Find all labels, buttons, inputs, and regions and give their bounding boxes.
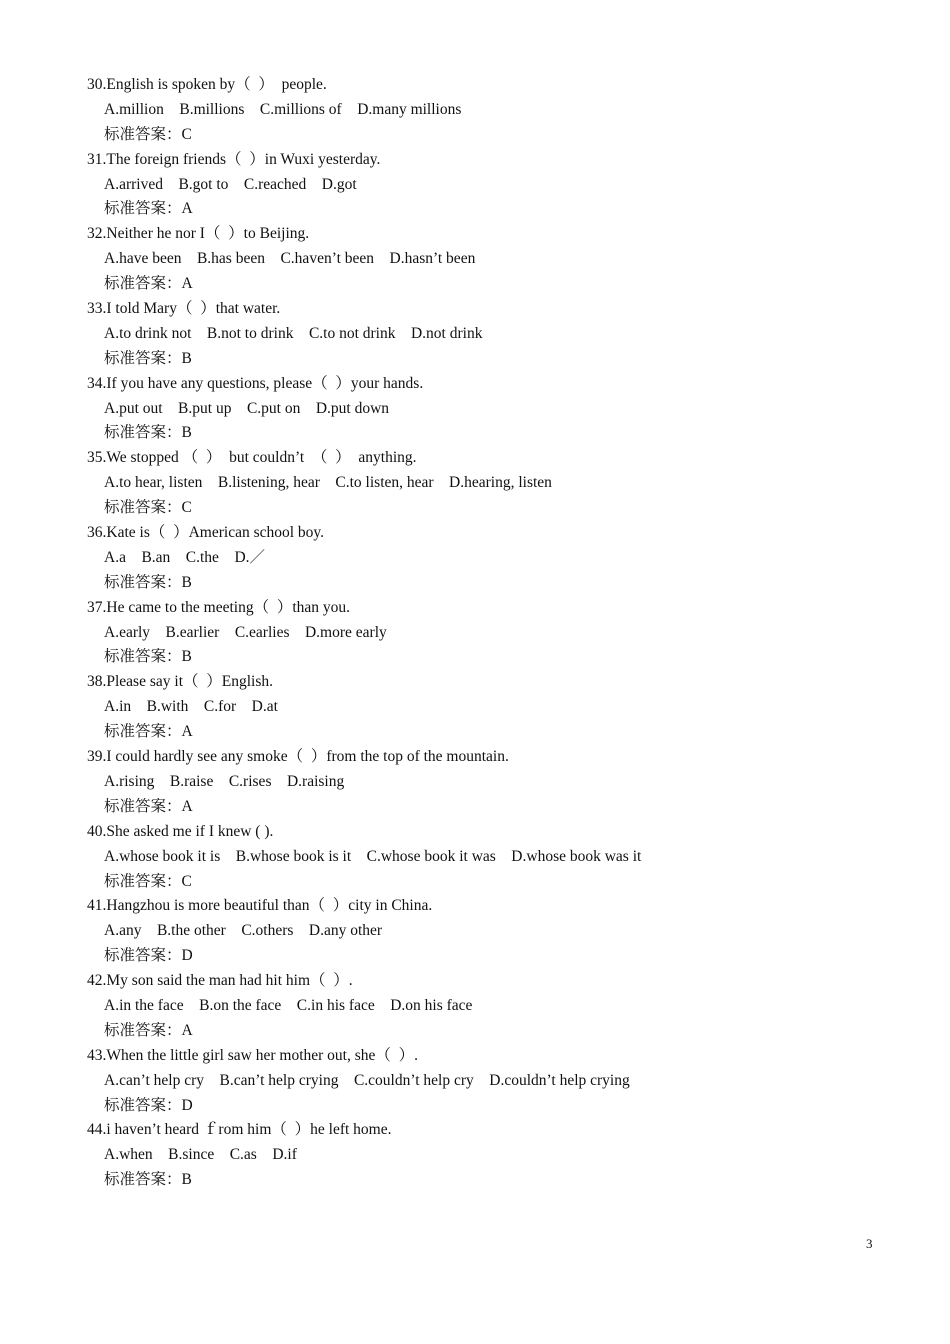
standard-answer: 标准答案：A bbox=[104, 797, 193, 815]
question-options: A.arrived B.got to C.reached D.got bbox=[104, 175, 357, 193]
standard-answer: 标准答案：A bbox=[104, 275, 193, 293]
question-38 bbox=[87, 670, 907, 745]
question-options: A.rising B.raise C.rises D.raising bbox=[104, 772, 345, 790]
page-number: 3 bbox=[866, 1236, 873, 1251]
question-list bbox=[87, 73, 907, 1193]
question-stem: 44.i haven’t heard ｆrom him（ ）he left home. bbox=[87, 1121, 392, 1139]
question-36 bbox=[87, 521, 907, 596]
standard-answer: 标准答案：A bbox=[104, 200, 193, 218]
question-options: A.early B.earlier C.earlies D.more early bbox=[104, 623, 387, 641]
question-30 bbox=[87, 73, 907, 148]
question-42 bbox=[87, 969, 907, 1044]
question-stem: 31.The foreign friends（ ）in Wuxi yesterday. bbox=[87, 150, 381, 168]
question-stem: 41.Hangzhou is more beautiful than（ ）city in China. bbox=[87, 897, 433, 915]
question-35 bbox=[87, 446, 907, 521]
question-stem: 43.When the little girl saw her mother out, she（ ）. bbox=[87, 1046, 419, 1064]
question-options: A.when B.since C.as D.if bbox=[104, 1146, 297, 1164]
question-options: A.can’t help cry B.can’t help crying C.couldn’t help cry D.couldn’t help crying bbox=[104, 1071, 630, 1089]
question-options: A.whose book it is B.whose book is it C.whose book it was D.whose book was it bbox=[104, 847, 642, 865]
question-stem: 40.She asked me if I knew ( ). bbox=[87, 822, 274, 840]
standard-answer: 标准答案：A bbox=[104, 723, 193, 741]
question-43 bbox=[87, 1044, 907, 1119]
standard-answer: 标准答案：C bbox=[104, 125, 192, 143]
question-33 bbox=[87, 297, 907, 372]
question-options: A.in B.with C.for D.at bbox=[104, 698, 278, 716]
standard-answer: 标准答案：D bbox=[104, 947, 193, 965]
question-40 bbox=[87, 820, 907, 895]
question-stem: 35.We stopped （ ） but couldn’t （ ） anything. bbox=[87, 449, 417, 467]
question-stem: 39.I could hardly see any smoke（ ）from the top of the mountain. bbox=[87, 748, 509, 766]
question-options: A.in the face B.on the face C.in his face D.on his face bbox=[104, 996, 473, 1014]
question-options: A.to hear, listen B.listening, hear C.to listen, hear D.hearing, listen bbox=[104, 474, 552, 492]
standard-answer: 标准答案：B bbox=[104, 648, 192, 666]
standard-answer: 标准答案：B bbox=[104, 424, 192, 442]
question-stem: 32.Neither he nor I（ ）to Beijing. bbox=[87, 225, 310, 243]
question-stem: 34.If you have any questions, please（ ）your hands. bbox=[87, 374, 424, 392]
standard-answer: 标准答案：B bbox=[104, 349, 192, 367]
question-options: A.million B.millions C.millions of D.many millions bbox=[104, 100, 462, 118]
question-options: A.a B.an C.the D.／ bbox=[104, 548, 266, 566]
standard-answer: 标准答案：C bbox=[104, 499, 192, 517]
question-stem: 42.My son said the man had hit him（ ）. bbox=[87, 972, 353, 990]
standard-answer: 标准答案：A bbox=[104, 1021, 193, 1039]
question-stem: 36.Kate is（ ）American school boy. bbox=[87, 524, 325, 542]
question-options: A.to drink not B.not to drink C.to not drink D.not drink bbox=[104, 324, 483, 342]
standard-answer: 标准答案：B bbox=[104, 1171, 192, 1189]
question-options: A.have been B.has been C.haven’t been D.hasn’t been bbox=[104, 250, 476, 268]
question-stem: 30.English is spoken by（ ） people. bbox=[87, 76, 327, 93]
question-37 bbox=[87, 596, 907, 671]
question-options: A.any B.the other C.others D.any other bbox=[104, 922, 383, 940]
question-34 bbox=[87, 372, 907, 447]
question-39 bbox=[87, 745, 907, 820]
question-32 bbox=[87, 222, 907, 297]
question-44 bbox=[87, 1118, 907, 1193]
standard-answer: 标准答案：D bbox=[104, 1096, 193, 1114]
question-stem: 33.I told Mary（ ）that water. bbox=[87, 300, 281, 318]
question-41 bbox=[87, 894, 907, 969]
question-stem: 38.Please say it（ ）English. bbox=[87, 673, 273, 691]
standard-answer: 标准答案：B bbox=[104, 573, 192, 591]
standard-answer: 标准答案：C bbox=[104, 872, 192, 890]
question-stem: 37.He came to the meeting（ ）than you. bbox=[87, 598, 351, 616]
question-options: A.put out B.put up C.put on D.put down bbox=[104, 399, 390, 417]
question-31 bbox=[87, 148, 907, 223]
